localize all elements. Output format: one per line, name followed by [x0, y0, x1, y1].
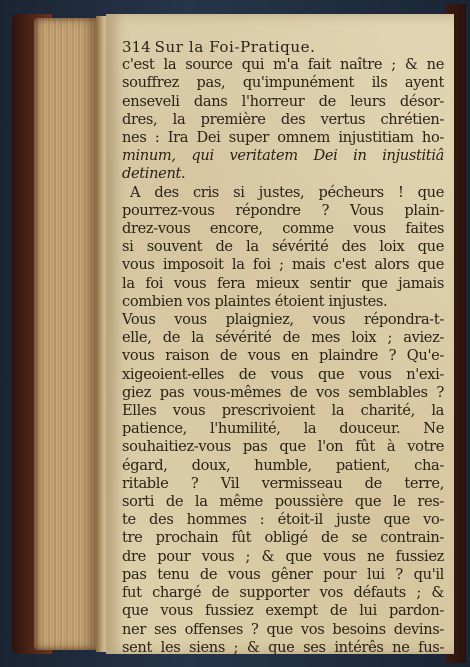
- text-line: elle, de la sévérité de mes loix ; aviez-: [122, 329, 444, 347]
- book-page: [106, 14, 454, 654]
- text-line: pourrez-vous répondre ? Vous plain-: [122, 201, 444, 219]
- text-line: te des hommes : étoit-il juste que vo-: [122, 511, 444, 529]
- page-edges: [34, 18, 96, 650]
- latin-quote-line: detinent.: [122, 165, 186, 183]
- text-line: dre pour vous ; & que vous ne fussiez: [122, 547, 444, 565]
- text-line: souffrez pas, qu'impunément ils ayent: [122, 74, 444, 92]
- text-line: giez pas vous-mêmes de vos semblables ?: [122, 383, 444, 401]
- book: [12, 4, 466, 663]
- text-line: vous imposoit la foi ; mais c'est alors que: [122, 256, 444, 274]
- page-text: [122, 38, 444, 657]
- text-line: patience, l'humilité, la douceur. Ne: [122, 420, 444, 438]
- text-line: la foi vous fera mieux sentir que jamais: [122, 274, 444, 292]
- text-line: que vous fussiez exempt de lui pardon-: [122, 602, 444, 620]
- text-line: enseveli dans l'horreur de leurs désor-: [122, 92, 444, 110]
- text-line: ner ses offenses ? que vos besoins devins-: [122, 620, 444, 638]
- text-line: sorti de la même poussière que le res-: [122, 493, 444, 511]
- page-number: 314: [122, 38, 151, 56]
- text-line: souhaitiez-vous pas que l'on fût à votre: [122, 438, 444, 456]
- page-header: [122, 38, 444, 56]
- paragraph-start: A des cris si justes, pécheurs ! que: [130, 183, 444, 201]
- text-line: drez-vous encore, comme vous faites: [122, 220, 444, 238]
- text-line: c'est la source qui m'a fait naître ; & ne: [122, 56, 444, 74]
- running-head: Sur la Foi-Pratique.: [154, 38, 316, 56]
- text-line: tre prochain fût obligé de se contrain-: [122, 529, 444, 547]
- text-line: combien vos plaintes étoient injustes.: [122, 292, 388, 310]
- text-line: Elles vous prescrivoient la charité, la: [122, 402, 444, 420]
- text-line: vous raison de vous en plaindre ? Qu'e-: [122, 347, 444, 365]
- text-line: nes : Ira Dei super omnem injustitiam ho-: [122, 129, 444, 147]
- text-line: xigeoient-elles de vous que vous n'exi-: [122, 365, 444, 383]
- text-line: Vous vous plaigniez, vous répondra-t-: [122, 311, 444, 329]
- text-line: égard, doux, humble, patient, cha-: [122, 456, 444, 474]
- text-line: ritable ? Vil vermisseau de terre,: [122, 474, 444, 492]
- text-line: pas tenu de vous gêner pour lui ? qu'il: [122, 565, 444, 583]
- latin-quote-line: minum, qui veritatem Dei in injustitiâ: [122, 147, 444, 165]
- text-line: sent les siens ; & que ses intérês ne fus-: [122, 638, 444, 656]
- text-line: dres, la première des vertus chrétien-: [122, 110, 444, 128]
- text-line: si souvent de la sévérité des loix que: [122, 238, 444, 256]
- text-line: fut chargé de supporter vos défauts ; &: [122, 584, 444, 602]
